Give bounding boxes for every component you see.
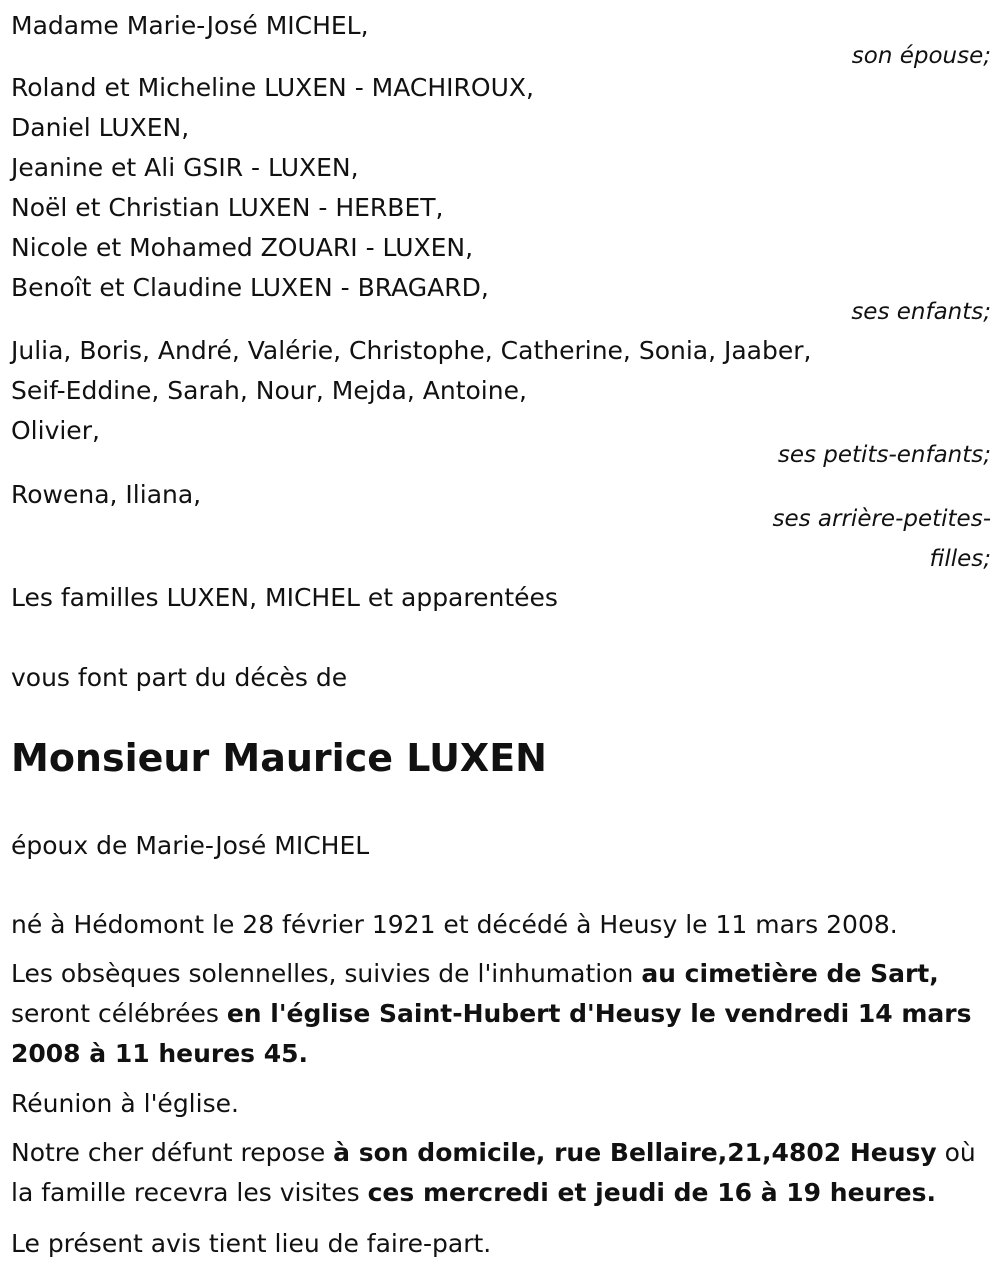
funeral-text-2: seront célébrées [11, 999, 227, 1028]
announce-line: vous font part du décès de [11, 663, 348, 692]
name-line: Madame Marie-José MICHEL, [11, 11, 369, 40]
name-line: Seif-Eddine, Sarah, Nour, Mejda, Antoine, [11, 376, 527, 405]
meeting-line: Réunion à l'église. [11, 1089, 239, 1118]
funeral-bold-1: au cimetière de Sart, [641, 959, 939, 988]
name-line: Benoît et Claudine LUXEN - BRAGARD, [11, 273, 489, 302]
relation-label-line2: filles; [929, 546, 991, 572]
funeral-paragraph [11, 954, 991, 1074]
name-line: Nicole et Mohamed ZOUARI - LUXEN, [11, 233, 474, 262]
families-line: Les familles LUXEN, MICHEL et apparentées [11, 583, 558, 612]
funeral-text-1: Les obsèques solennelles, suivies de l'inhumation [11, 959, 642, 988]
group-children [11, 68, 991, 332]
rest-paragraph [11, 1133, 991, 1213]
relation-label: ses petits-enfants; [777, 442, 991, 468]
relation-label-line1: ses arrière-petites- [772, 506, 991, 532]
rest-text-2: où [936, 1138, 976, 1167]
group-grandchildren [11, 331, 991, 475]
group-spouse [11, 6, 991, 76]
rest-text-3: la famille recevra les visites [11, 1178, 368, 1207]
name-line: Noël et Christian LUXEN - HERBET, [11, 193, 444, 222]
group-great-grandchildren [11, 475, 991, 579]
name-line: Julia, Boris, André, Valérie, Christophe, Catherine, Sonia, Jaaber, [11, 336, 812, 365]
closing-line: Le présent avis tient lieu de faire-part. [11, 1229, 492, 1258]
rest-text-1: Notre cher défunt repose [11, 1138, 334, 1167]
name-line: Olivier, [11, 416, 100, 445]
name-line: Jeanine et Ali GSIR - LUXEN, [11, 153, 359, 182]
birth-death-line: né à Hédomont le 28 février 1921 et décédé à Heusy le 11 mars 2008. [11, 910, 898, 939]
funeral-bold-3: 2008 à 11 heures 45. [11, 1039, 309, 1068]
rest-bold-2: ces mercredi et jeudi de 16 à 19 heures. [367, 1178, 936, 1207]
spouse-of-line: époux de Marie-José MICHEL [11, 831, 370, 860]
rest-bold-1: à son domicile, rue Bellaire,21,4802 Heusy [333, 1138, 937, 1167]
name-line: Roland et Micheline LUXEN - MACHIROUX, [11, 73, 534, 102]
relation-label: son épouse; [851, 43, 991, 69]
funeral-bold-2: en l'église Saint-Hubert d'Heusy le vendredi 14 mars [226, 999, 972, 1028]
relation-label: ses enfants; [851, 299, 991, 325]
deceased-name: Monsieur Maurice LUXEN [11, 736, 547, 780]
name-line: Daniel LUXEN, [11, 113, 190, 142]
name-line: Rowena, Iliana, [11, 480, 202, 509]
